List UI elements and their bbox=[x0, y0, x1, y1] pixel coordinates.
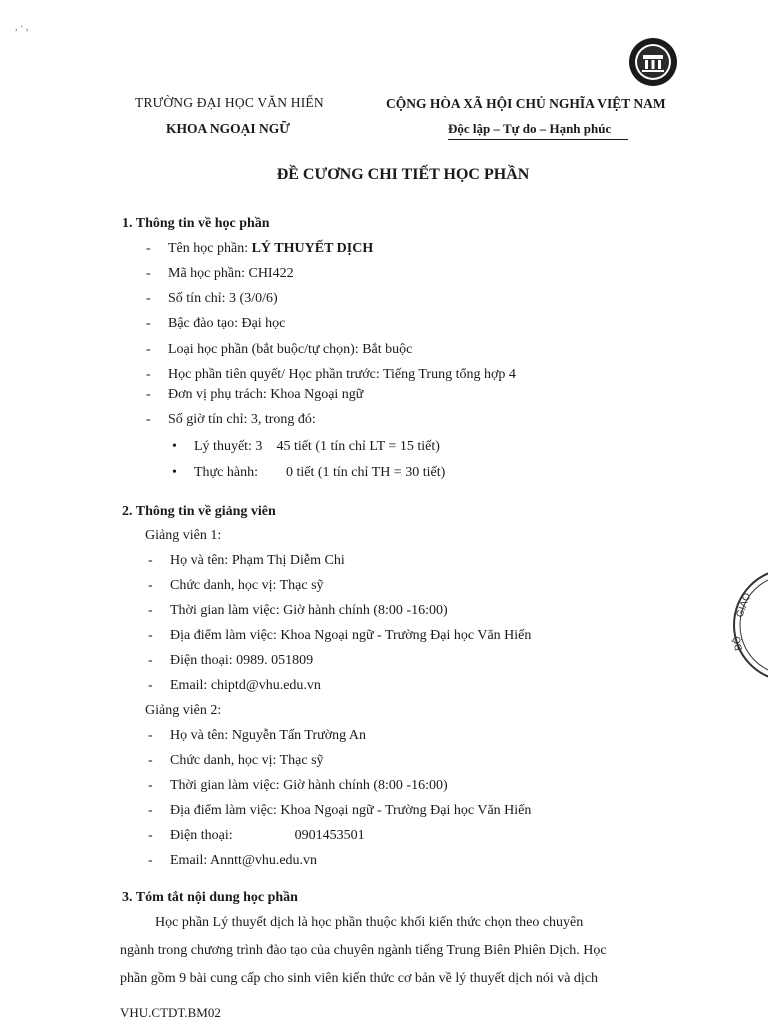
list-item: - Thời gian làm việc: Giờ hành chính (8:00 -16:00) bbox=[148, 778, 448, 793]
list-item: - Mã học phần: CHI422 bbox=[146, 266, 294, 281]
course-name: LÝ THUYẾT DỊCH bbox=[251, 241, 374, 256]
ministry-stamp bbox=[728, 566, 768, 684]
list-item: - Loại học phần (bắt buộc/tự chọn): Bắt buộc bbox=[146, 342, 413, 357]
list-item: - Số tín chỉ: 3 (3/0/6) bbox=[146, 291, 278, 306]
list-item: - Học phần tiên quyết/ Học phần trước: Tiếng Trung tổng hợp 4 bbox=[146, 367, 516, 382]
paragraph-line: ngành trong chương trình đào tạo của chuyên ngành tiếng Trung Biên Phiên Dịch. Học bbox=[120, 943, 607, 958]
section-3-heading: 3. Tóm tắt nội dung học phần bbox=[122, 890, 298, 905]
section-1-heading: 1. Thông tin về học phần bbox=[122, 216, 270, 231]
list-item: - Bậc đào tạo: Đại học bbox=[146, 316, 286, 331]
list-item: - Tên học phần: LÝ THUYẾT DỊCH bbox=[146, 241, 374, 256]
stamp-text: BỘ bbox=[731, 635, 745, 652]
list-item: - Họ và tên: Nguyễn Tấn Trường An bbox=[148, 728, 366, 743]
scan-specks: , · , bbox=[15, 22, 29, 33]
national-motto: Độc lập – Tự do – Hạnh phúc bbox=[448, 121, 612, 136]
republic-name: CỘNG HÒA XÃ HỘI CHỦ NGHĨA VIỆT NAM bbox=[386, 96, 666, 111]
list-item: - Số giờ tín chỉ: 3, trong đó: bbox=[146, 412, 316, 427]
faculty-name: KHOA NGOẠI NGỮ bbox=[166, 121, 291, 136]
list-item: - Địa điểm làm việc: Khoa Ngoại ngữ - Trường Đại học Văn Hiến bbox=[148, 628, 532, 643]
list-item: - Họ và tên: Phạm Thị Diễm Chi bbox=[148, 553, 345, 568]
lecturer-2-phone: 0901453501 bbox=[294, 828, 365, 843]
section-2-heading: 2. Thông tin về giảng viên bbox=[122, 504, 276, 519]
list-item: - Chức danh, học vị: Thạc sỹ bbox=[148, 753, 324, 768]
list-item: - Chức danh, học vị: Thạc sỹ bbox=[148, 578, 324, 593]
list-item: - Email: Anntt@vhu.edu.vn bbox=[148, 853, 318, 868]
motto-underline bbox=[448, 139, 628, 140]
list-item: - Thời gian làm việc: Giờ hành chính (8:00 -16:00) bbox=[148, 603, 448, 618]
paragraph-line: Học phần Lý thuyết dịch là học phần thuộc khối kiến thức chọn theo chuyên bbox=[155, 915, 584, 930]
form-code: VHU.CTDT.BM02 bbox=[120, 1005, 221, 1020]
list-item: - Điện thoại: 0989. 051809 bbox=[148, 653, 314, 668]
stamp-text: GIÁO bbox=[734, 591, 754, 620]
list-item: - Email: chiptd@vhu.edu.vn bbox=[148, 678, 321, 693]
lecturer-1-label: Giảng viên 1: bbox=[145, 528, 222, 543]
bullet-item: • Lý thuyết: 3 45 tiết (1 tín chỉ LT = 15 tiết) bbox=[172, 439, 440, 454]
list-item: - Điện thoại: 0901453501 bbox=[148, 828, 365, 843]
document-title: ĐỀ CƯƠNG CHI TIẾT HỌC PHẦN bbox=[276, 166, 530, 183]
list-item: - Địa điểm làm việc: Khoa Ngoại ngữ - Trường Đại học Văn Hiến bbox=[148, 803, 532, 818]
university-logo-icon bbox=[628, 37, 678, 87]
list-item: - Đơn vị phụ trách: Khoa Ngoại ngữ bbox=[146, 387, 364, 402]
bullet-item: • Thực hành: 0 tiết (1 tín chỉ TH = 30 tiết) bbox=[172, 465, 446, 480]
paragraph-line: phần gồm 9 bài cung cấp cho sinh viên kiến thức cơ bản về lý thuyết dịch nói và dịch bbox=[120, 971, 599, 986]
lecturer-2-label: Giảng viên 2: bbox=[145, 703, 222, 718]
university-name: TRƯỜNG ĐẠI HỌC VĂN HIẾN bbox=[135, 95, 324, 110]
